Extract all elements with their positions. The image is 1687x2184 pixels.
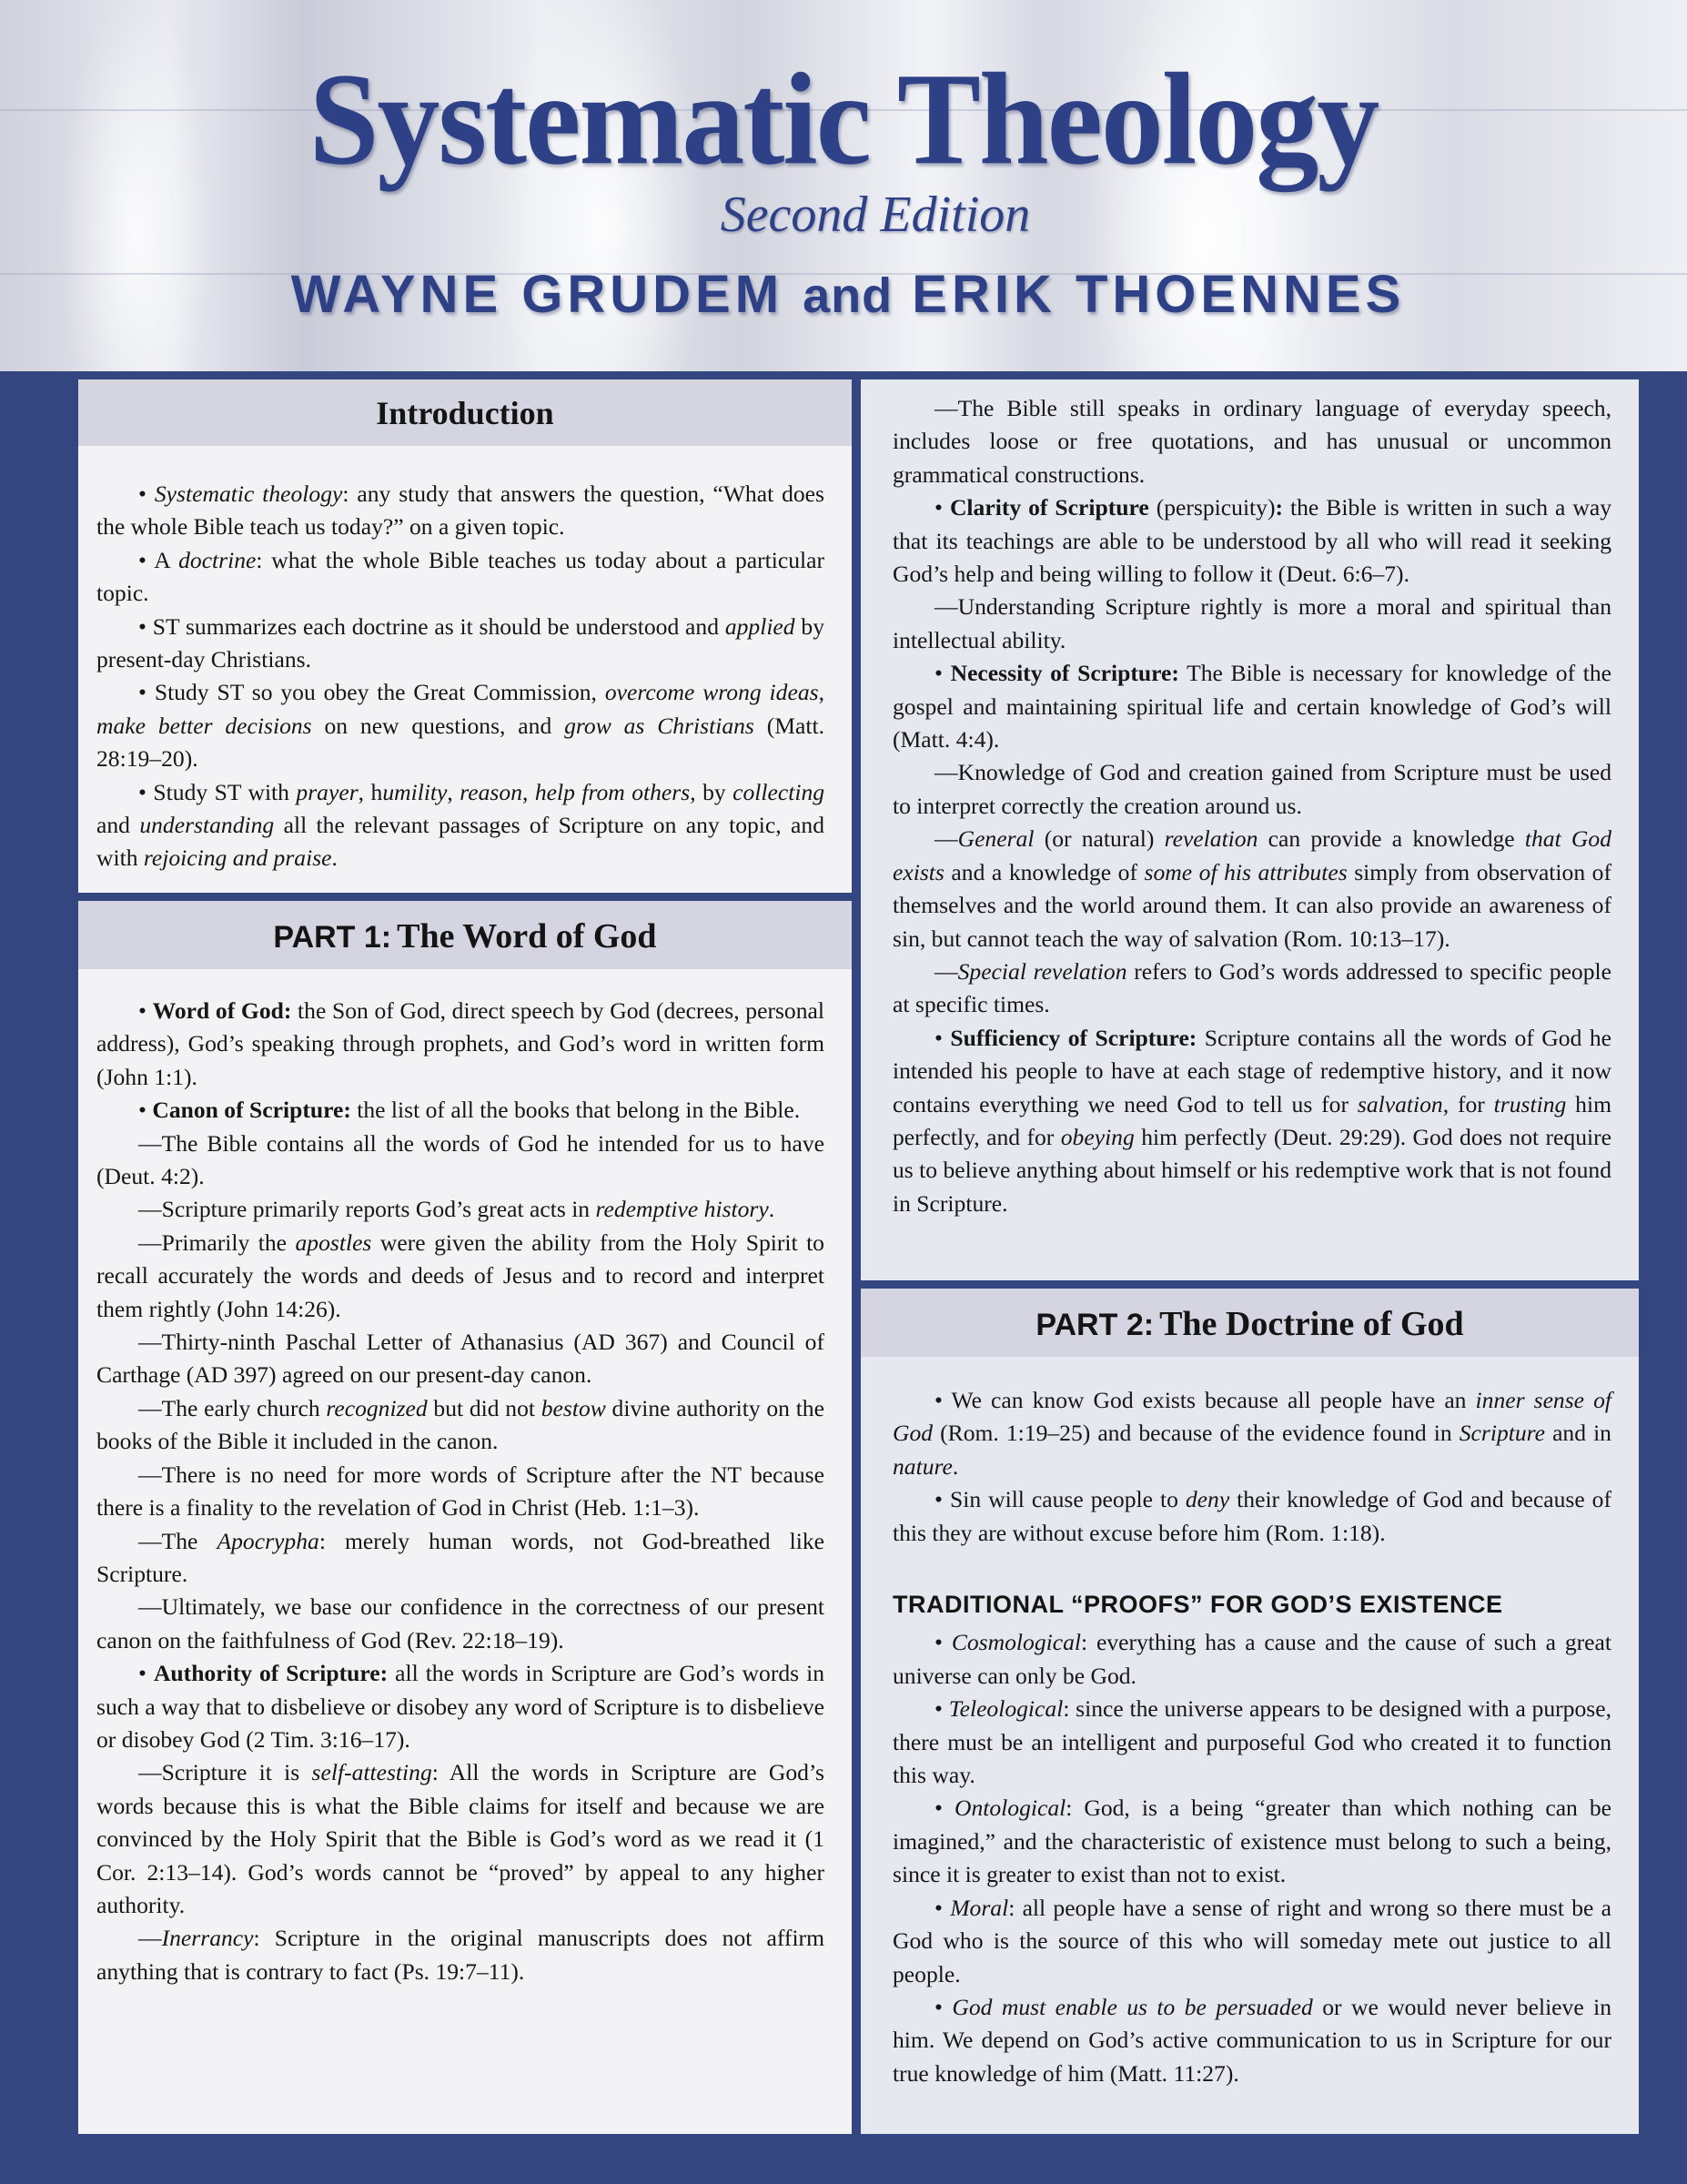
bullet-item: • God must enable us to be persuaded or we would never believe in him. We depend on God’s active communication to us in Scripture for our true knowledge of him (Matt. 11:27).	[893, 1993, 1612, 2087]
term: Sufficiency of Scripture:	[950, 1024, 1197, 1051]
emphasis: Ontological	[954, 1795, 1066, 1822]
proofs-list	[893, 1626, 1611, 2090]
dash-subitem: —The Bible still speaks in ordinary language of everyday speech, includes loose or free quotations, and has unusual or uncommon grammatical constructions.	[893, 395, 1611, 488]
emphasis: Apocrypha	[217, 1527, 319, 1554]
term: Necessity of Scripture:	[950, 660, 1179, 687]
emphasis: overcome wrong ideas	[604, 679, 819, 706]
emphasis: Inerrancy	[161, 1925, 254, 1952]
authors-line	[0, 265, 1687, 324]
dash-subitem: —Inerrancy: Scripture in the original manuscripts does not affirm anything that is contrary to fact (Ps. 19:7–11).	[96, 1925, 824, 1985]
emphasis: Teleological	[948, 1695, 1064, 1723]
emphasis: Systematic theology	[154, 480, 343, 507]
dash-subitem: —The Bible contains all the words of God he intended for us to have (Deut. 4:2).	[96, 1129, 824, 1190]
bullet-item: • Word of God: the Son of God, direct speech by God (decrees, personal address), God’s speaking through prophets, and God’s word in written form (John 1:1).	[96, 997, 824, 1090]
bullet-item: • Cosmological: everything has a cause and the cause of such a great universe can only be God.	[893, 1629, 1611, 1689]
emphasis: help from others	[534, 778, 691, 805]
emphasis: apostles	[295, 1228, 372, 1256]
dash-subitem: —Primarily the apostles were given the ability from the Holy Spirit to recall accurately the words and deeds of Jesus and to record and interpret them rightly (John 14:26).	[96, 1228, 824, 1322]
emphasis: obeying	[1060, 1123, 1135, 1150]
bullet-item: • Ontological: God, is a being “greater than which nothing can be imagined,” and the characteristic of existence must belong to such a being, since it is greater to exist than not to exist.	[893, 1795, 1612, 1888]
bullet-item: • Canon of Scripture: the list of all the books that belong in the Bible.	[138, 1097, 801, 1124]
introduction-body	[78, 446, 852, 875]
bullet-item: • ST summarizes each doctrine as it should be understood and applied by present-day Christians.	[96, 612, 824, 673]
emphasis: some of his attributes	[1144, 858, 1348, 885]
dash-subitem: —The early church recognized but did not bestow divine authority on the books of the Bible it included in the canon.	[96, 1394, 824, 1455]
dash-subitem: —General (or natural) revelation can provide a knowledge that God exists and a knowledge of some of his attributes simply from observation of themselves and the world around them. It can also provide an awareness of sin, but cannot teach the way of salvation (Rom. 10:13–17).	[893, 825, 1611, 952]
bullet-item: • Study ST so you obey the Great Commission, overcome wrong ideas, make better decisions on new questions, and grow as Christians (Matt. 28:19–20).	[96, 679, 824, 773]
emphasis: Moral	[950, 1894, 1009, 1921]
emphasis: that God exists	[893, 825, 1611, 885]
term: :	[1275, 494, 1284, 521]
emphasis: collecting	[732, 778, 825, 805]
dash-subitem: —The Apocrypha: merely human words, not God-breathed like Scripture.	[96, 1527, 824, 1587]
term: Clarity of Scripture	[949, 494, 1149, 521]
dash-subitem: —Understanding Scripture rightly is more a moral and spiritual than intellectual ability.	[893, 593, 1611, 653]
emphasis: self-attesting	[311, 1759, 432, 1786]
part1-heading	[78, 901, 852, 969]
part2-heading	[861, 1289, 1639, 1357]
emphasis: make better decisions	[96, 712, 312, 739]
dash-subitem: —Ultimately, we base our confidence in the correctness of our present canon on the faithfulness of God (Rev. 22:18–19).	[96, 1593, 824, 1653]
emphasis: trusting	[1493, 1090, 1567, 1117]
emphasis: rejoicing and praise	[143, 844, 332, 872]
proofs-subheading: TRADITIONAL “PROOFS” FOR GOD’S EXISTENCE	[893, 1591, 1503, 1619]
emphasis: Special revelation	[957, 957, 1127, 985]
introduction-panel	[78, 379, 852, 893]
cover-header	[0, 0, 1687, 371]
authors-conjunction: and	[803, 268, 894, 323]
bullet-item: • Sin will cause people to deny their knowledge of God and because of this they are without excuse before him (Rom. 1:18).	[893, 1486, 1612, 1546]
bullet-item: • Necessity of Scripture: The Bible is necessary for knowledge of the gospel and maintaining spiritual life and certain knowledge of God’s will (Matt. 4:4).	[893, 660, 1611, 753]
emphasis: General	[957, 825, 1035, 853]
emphasis: umility	[382, 778, 448, 805]
dash-subitem: —Scripture primarily reports God’s great acts in redemptive history.	[138, 1196, 775, 1223]
emphasis: nature	[893, 1452, 953, 1480]
dash-subitem: —Thirty-ninth Paschal Letter of Athanasius (AD 367) and Council of Carthage (AD 397) agreed on our present-day canon.	[96, 1329, 824, 1389]
part2-label: PART 2:	[1035, 1308, 1155, 1342]
part2-panel	[861, 1289, 1639, 2134]
part1-label: PART 1:	[273, 920, 392, 955]
author-1: WAYNE GRUDEM	[290, 265, 784, 324]
emphasis: deny	[1185, 1486, 1230, 1513]
bullet-item: • A doctrine: what the whole Bible teaches us today about a particular topic.	[96, 546, 824, 607]
emphasis: doctrine	[178, 546, 257, 573]
part1-continued-body	[861, 379, 1639, 1220]
term: Canon of Scripture:	[152, 1097, 351, 1124]
emphasis: God must enable us to be persuaded	[952, 1993, 1313, 2020]
emphasis: Cosmological	[951, 1629, 1082, 1656]
emphasis: understanding	[139, 812, 275, 839]
dash-subitem: —Knowledge of God and creation gained from Scripture must be used to interpret correctly the creation around us.	[893, 759, 1611, 819]
bullet-item: • Authority of Scripture: all the words in Scripture are God’s words in such a way that to disbelieve or disobey any word of Scripture is to disbelieve or disobey God (2 Tim. 3:16–17).	[96, 1660, 824, 1753]
dash-subitem: —Scripture it is self-attesting: All the words in Scripture are God’s words because this is what the Bible claims for itself and because we are convinced by the Holy Spirit that the Bible is God’s word as we read it (1 Cor. 2:13–14). God’s words cannot be “proved” by appeal to any higher authority.	[96, 1759, 824, 1918]
emphasis: grow as Christians	[564, 712, 754, 739]
emphasis: recognized	[326, 1394, 428, 1421]
bullet-item: • Study ST with prayer, humility, reason, help from others, by collecting and understanding all the relevant passages of Scripture on any topic, and with rejoicing and praise.	[96, 778, 825, 872]
dash-subitem: —There is no need for more words of Scripture after the NT because there is a finality to the revelation of God in Christ (Heb. 1:1–3).	[96, 1461, 824, 1522]
edition-subtitle: Second Edition	[720, 187, 1031, 243]
emphasis: reason	[460, 778, 522, 805]
emphasis: prayer	[296, 778, 359, 805]
part1-body	[78, 969, 852, 1988]
emphasis: applied	[724, 612, 795, 640]
bullet-item: • We can know God exists because all people have an inner sense of God (Rom. 1:19–25) and because of the evidence found in Scripture and in nature.	[893, 1387, 1611, 1480]
bullet-item: • Sufficiency of Scripture: Scripture contains all the words of God he intended his people to have at each stage of redemptive history, and it now contains everything we need God to tell us for salvation, for trusting him perfectly, and for obeying him perfectly (Deut. 29:29). God does not require us to believe anything about himself or his redemptive work that is not found in Scripture.	[893, 1024, 1611, 1217]
part2-body	[861, 1357, 1639, 2090]
part2-intro-list	[893, 1384, 1611, 1550]
author-2: ERIK THOENNES	[912, 265, 1406, 324]
bullet-item: • Teleological: since the universe appears to be designed with a purpose, there must be an intelligent and purposeful God who created it to function this way.	[893, 1695, 1611, 1789]
emphasis: Scripture	[1459, 1420, 1546, 1447]
emphasis: salvation	[1357, 1090, 1443, 1117]
document-title: Systematic Theology	[308, 46, 1379, 192]
emphasis: redemptive history	[595, 1196, 769, 1223]
part2-title: The Doctrine of God	[1159, 1305, 1464, 1343]
part1-panel	[78, 901, 852, 2134]
part1-title: The Word of God	[397, 917, 657, 956]
term: Word of God:	[152, 997, 292, 1024]
bullet-item: • Systematic theology: any study that answers the question, “What does the whole Bible teach us today?” on a given topic.	[96, 480, 824, 541]
dash-subitem: —Special revelation refers to God’s words addressed to specific people at specific times.	[893, 957, 1611, 1018]
emphasis: bestow	[540, 1394, 606, 1421]
introduction-heading: Introduction	[78, 379, 852, 446]
bullet-item: • Clarity of Scripture (perspicuity): the Bible is written in such a way that its teachings are able to be understood by all who will read it seeking God’s help and being willing to follow it (Deut. 6:6–7).	[893, 494, 1611, 588]
term: Authority of Scripture:	[153, 1660, 389, 1687]
emphasis: revelation	[1164, 825, 1258, 853]
bullet-item: • Moral: all people have a sense of right and wrong so there must be a God who is the source of this who will someday mete out justice to all people.	[893, 1894, 1611, 1987]
emphasis: inner sense of God	[893, 1387, 1611, 1447]
part1-continued-panel	[861, 379, 1639, 1280]
